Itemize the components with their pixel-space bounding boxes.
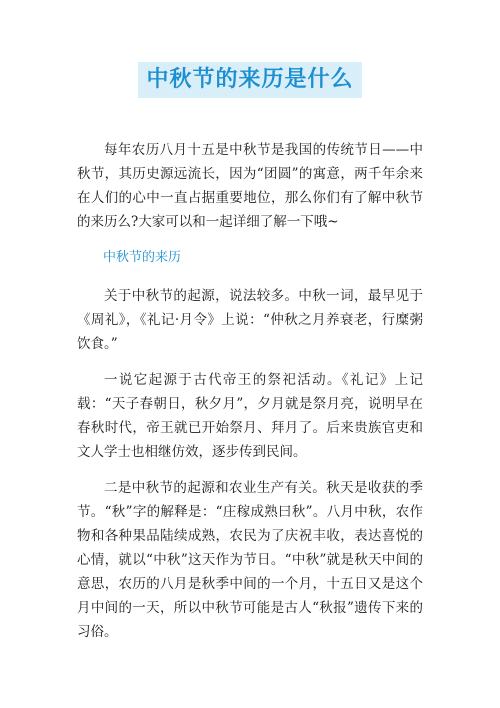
- paragraph-origin-sacrifice: 一说它起源于古代帝王的祭祀活动。《礼记》上记载：“天子春朝日，秋夕月”，夕月就是祭月亮，说明早在春秋时代，帝王就已开始祭月、拜月了。后来贵族官吏和文人学士也相继仿效，逐步传到民间。: [77, 372, 423, 460]
- intro-paragraph: 每年农历八月十五是中秋节是我国的传统节日——中秋节，其历史源远流长，因为“团圆”的寓意，两千年余来在人们的心中一直占据重要地位，那么你们有了解中秋节的来历么?大家可以和一起详细了解一下哦~: [77, 142, 423, 230]
- section-heading: 中秋节的来历: [103, 250, 182, 265]
- paragraph-origin-term: 关于中秋节的起源，说法较多。中秋一词，最早见于《周礼》，《礼记·月令》上说：“仲秋之月养衰老，行糜粥饮食。”: [77, 288, 423, 352]
- article-body: [77, 138, 423, 656]
- paragraph-origin-agriculture: 二是中秋节的起源和农业生产有关。秋天是收获的季节。“秋”字的解释是：“庄稼成熟曰秋”。八月中秋，农作物和各种果品陆续成熟，农民为了庆祝丰收，表达喜悦的心情，就以“中秋”这天作为节日。“中秋”就是秋天中间的意思，农历的八月是秋季中间的一个月，十五日又是这个月中间的一天，所以中秋节可能是古人“秋报”遗传下来的习俗。: [77, 480, 423, 640]
- article-title: 中秋节的来历是什么: [138, 62, 361, 98]
- title-wrapper: [0, 62, 500, 98]
